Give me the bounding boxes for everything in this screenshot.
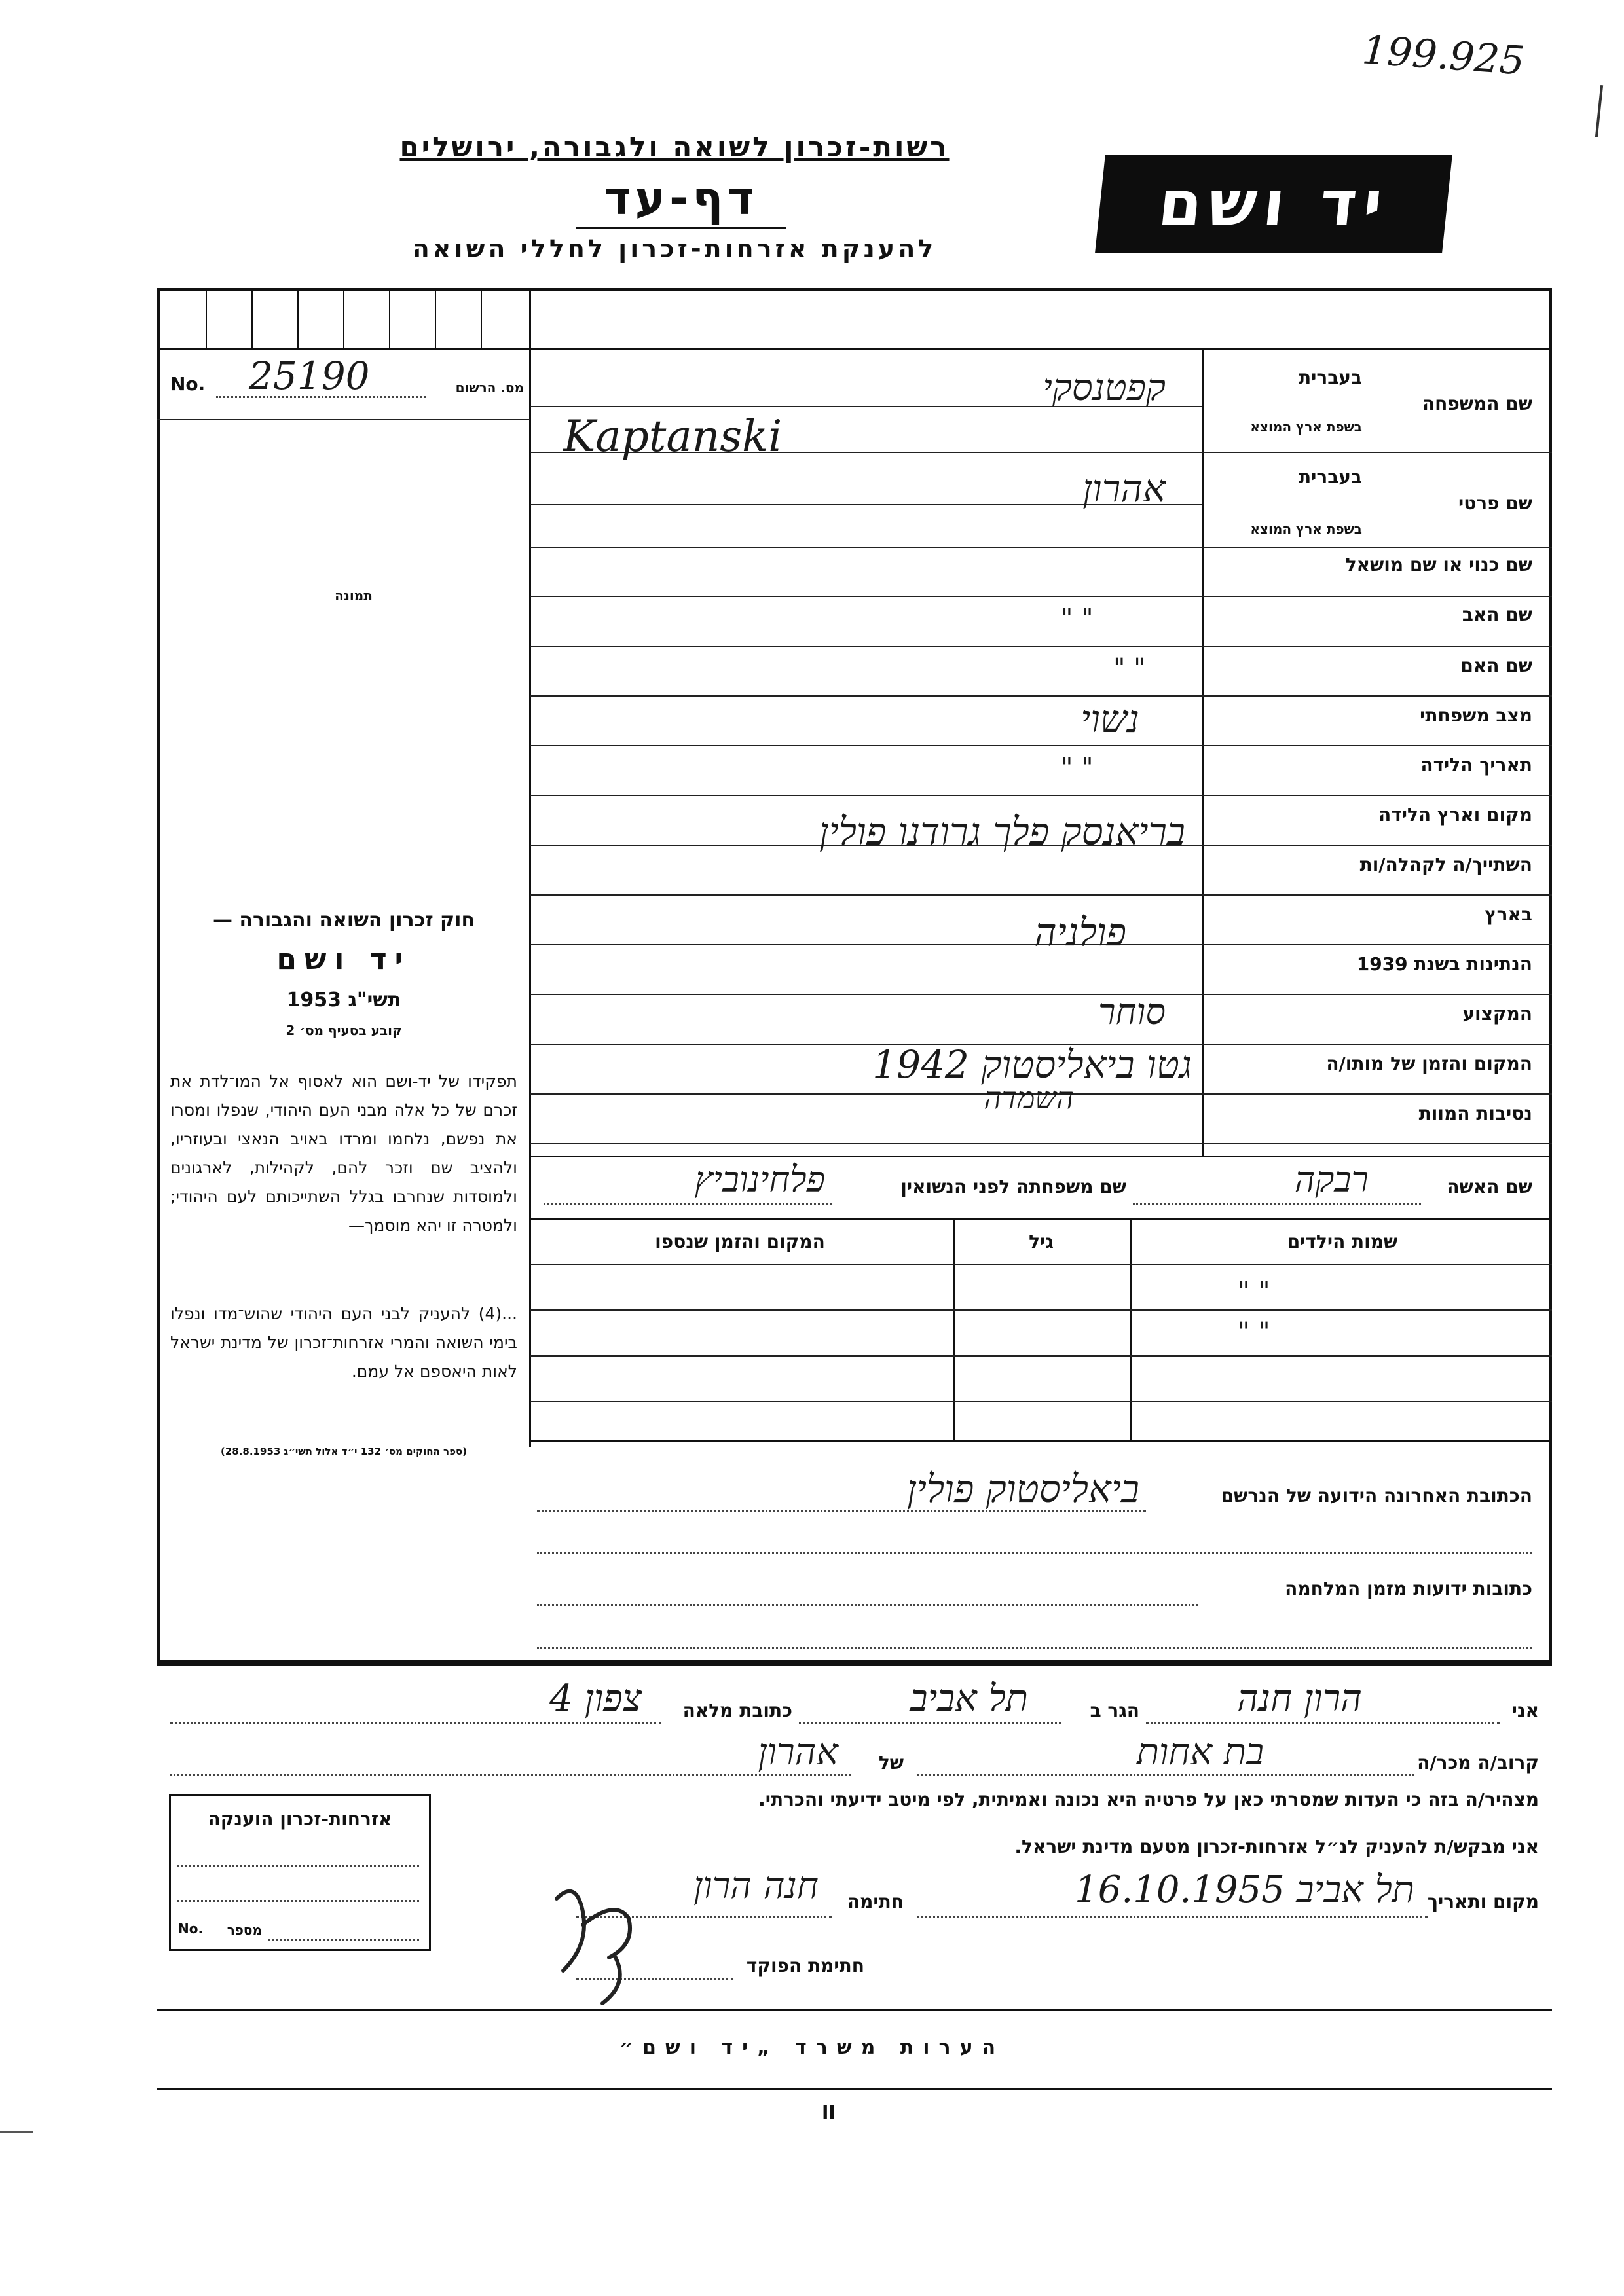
title-underline <box>576 227 786 229</box>
logo-text: יד ושם <box>1154 167 1393 240</box>
marital-label: מצב משפחתי <box>1420 704 1532 726</box>
child-row-2: " " <box>1238 1317 1270 1347</box>
children-age-header: גיל <box>1029 1231 1054 1252</box>
signature-label: חתימה <box>847 1891 904 1912</box>
yad-vashem-logo <box>1095 155 1452 253</box>
family-name-origin-value: Kaptanski <box>563 411 783 462</box>
last-address-label: הכתובת האחרונה הידועה של הנרשם <box>1221 1485 1532 1506</box>
archive-number: 199.925 <box>1360 27 1526 84</box>
father-label: שם האב <box>1462 604 1532 625</box>
wife-maiden-value: פלחינוביץ <box>694 1159 825 1200</box>
bottom-mark: II <box>822 2102 836 2123</box>
place-date-label: מקום ותאריך <box>1427 1891 1539 1912</box>
declarant-label: אני <box>1511 1700 1539 1721</box>
country-label: בארץ <box>1485 903 1532 925</box>
nickname-label: שם כנוי או שם מושאל <box>1345 554 1532 575</box>
edge-mark <box>0 2131 33 2133</box>
wife-name-value: רבקה <box>1294 1159 1369 1200</box>
community-value: בריאנסק פלך גרודנו פולין <box>819 809 1185 854</box>
photo-label: תמונה <box>335 588 373 604</box>
office-notes-label: הערות משרד „יד ושם״ <box>619 2036 1005 2059</box>
family-name-hebrew-sub: בעברית <box>1298 367 1362 388</box>
form-title: דף-עד <box>604 172 758 225</box>
full-address-label: כתובת מלאה <box>682 1700 792 1721</box>
signature-value: חנה הרון <box>693 1865 819 1907</box>
citizenship-box-title: אזרחות-זכרון הוענקה <box>208 1808 392 1830</box>
declaration-statement-1: מצהיר/ה בזה כי העדות שמסרתי כאן על פרטיה היא נכונה ואמיתית, לפי מיטב ידיעתי והכרתי. <box>758 1789 1539 1810</box>
law-title: חוק זכרון השואה והגבורה — <box>212 909 475 932</box>
relative-label: קרוב/ה מכר/ה <box>1417 1752 1539 1774</box>
first-name-label: שם פרטי <box>1458 492 1532 514</box>
birth-date-label: תאריך הלידה <box>1420 754 1532 776</box>
law-section: קובע בסעיף מס׳ 2 <box>286 1023 402 1038</box>
registration-no-label: No. <box>170 373 206 395</box>
family-name-label: שם המשפחה <box>1422 393 1532 414</box>
last-address-value: ביאליסטוק פולין <box>907 1467 1139 1511</box>
mother-value: " " <box>1113 653 1146 683</box>
law-text-2: ...(4) להעניק לבני העם היהודי שהוש־מדו ונפלו בימי השואה והמרי אזרחות־זכרון של מדינת ישראל לאות היאספם אל עמם. <box>170 1304 517 1381</box>
first-name-hebrew-sub: בעברית <box>1298 466 1362 488</box>
death-circumstances-value: השמדה <box>984 1080 1074 1116</box>
resides-value: תל אביב <box>910 1677 1028 1720</box>
mother-label: שם האם <box>1460 655 1532 676</box>
country-value: פולניה <box>1034 910 1126 955</box>
citizenship-1939-label: הנתינות בשנת 1939 <box>1356 953 1532 975</box>
child-row-1: " " <box>1238 1277 1270 1307</box>
officer-signature-scribble <box>537 1872 668 2016</box>
profession-value: סוחר <box>1098 991 1166 1032</box>
officer-signature-label: חתימת הפוקד <box>746 1955 864 1977</box>
declarant-name-value: הרון חנה <box>1237 1677 1362 1720</box>
law-text-1: תפקידו של יד-ושם הוא לאסוף אל המו־לדת את זכרם של כל אלה מבני העם היהודי, שנפלו ומסרו את נפשם, נלחמו ומרדו באויב הנאצי ובעוזריו, ולהציב שם וזכר להם, לקהילות, לארגונים ולמוסדות שנחרבו בגלל השתייכותם לעם היהודי; ולמטרה זו יהא מוסמך— <box>170 1072 517 1235</box>
wife-maiden-label: שם משפחתה לפני הנשואין <box>900 1176 1126 1197</box>
first-name-value: אהרון <box>1082 466 1166 511</box>
resides-label: הגר ב <box>1090 1700 1139 1721</box>
children-names-header: שמות הילדים <box>1287 1231 1398 1252</box>
edge-mark <box>1595 85 1603 137</box>
death-place-time-value: גטו ביאליסטוק 1942 <box>872 1042 1192 1087</box>
full-address-value: צפון 4 <box>549 1677 642 1720</box>
community-label: השתייך/ה לקהלה/ות <box>1359 854 1532 875</box>
family-name-hebrew-value: קפטנסקי <box>1043 367 1166 409</box>
form-subtitle: להענקת אזרחות-זכרון לחללי השואה <box>412 234 937 263</box>
death-place-time-label: המקום והזמן של מותו/ה <box>1326 1053 1532 1074</box>
citizenship-box-number-label: מספר <box>227 1922 262 1938</box>
law-name: יד ושם <box>276 943 411 976</box>
place-date-value: תל אביב 16.10.1955 <box>1075 1868 1414 1911</box>
wife-label: שם האשה <box>1447 1176 1532 1197</box>
registration-number: 25190 <box>249 354 370 398</box>
war-address-label: כתובות ידועות מזמן המלחמה <box>1285 1578 1532 1599</box>
code-boxes <box>160 291 529 348</box>
law-year: תשי"ג 1953 <box>286 989 401 1011</box>
death-circumstances-label: נסיבות המוות <box>1418 1102 1532 1124</box>
declaration-statement-2: אני מבקש/ת להעניק לנ״ל אזרחות-זכרון מטעם מדינת ישראל. <box>1014 1836 1539 1857</box>
father-value: " " <box>1061 604 1094 634</box>
marital-value: נשוי <box>1080 697 1139 741</box>
first-name-origin-sub: בשפת ארץ המוצא <box>1250 521 1362 537</box>
of-value: אהרון <box>758 1731 838 1774</box>
relative-value: בת אחות <box>1136 1731 1264 1774</box>
of-label: של <box>878 1752 904 1774</box>
profession-label: המקצוע <box>1462 1003 1532 1025</box>
family-name-origin-sub: בשפת ארץ המוצא <box>1250 419 1362 435</box>
registration-label: מס. הרשום <box>455 380 524 395</box>
authority-name: רשות-זכרון לשואה ולגבורה, ירושלים <box>399 131 950 163</box>
children-place-header: המקום והזמן שנספו <box>655 1231 825 1252</box>
birth-date-value: " " <box>1061 753 1094 783</box>
law-citation: (ספר החוקים מס׳ 132 י״ד אלול תשי״ג 28.8.1953) <box>220 1446 468 1457</box>
citizenship-box-no-label: No. <box>178 1921 204 1937</box>
birth-place-label: מקום וארץ הלידה <box>1378 804 1532 826</box>
